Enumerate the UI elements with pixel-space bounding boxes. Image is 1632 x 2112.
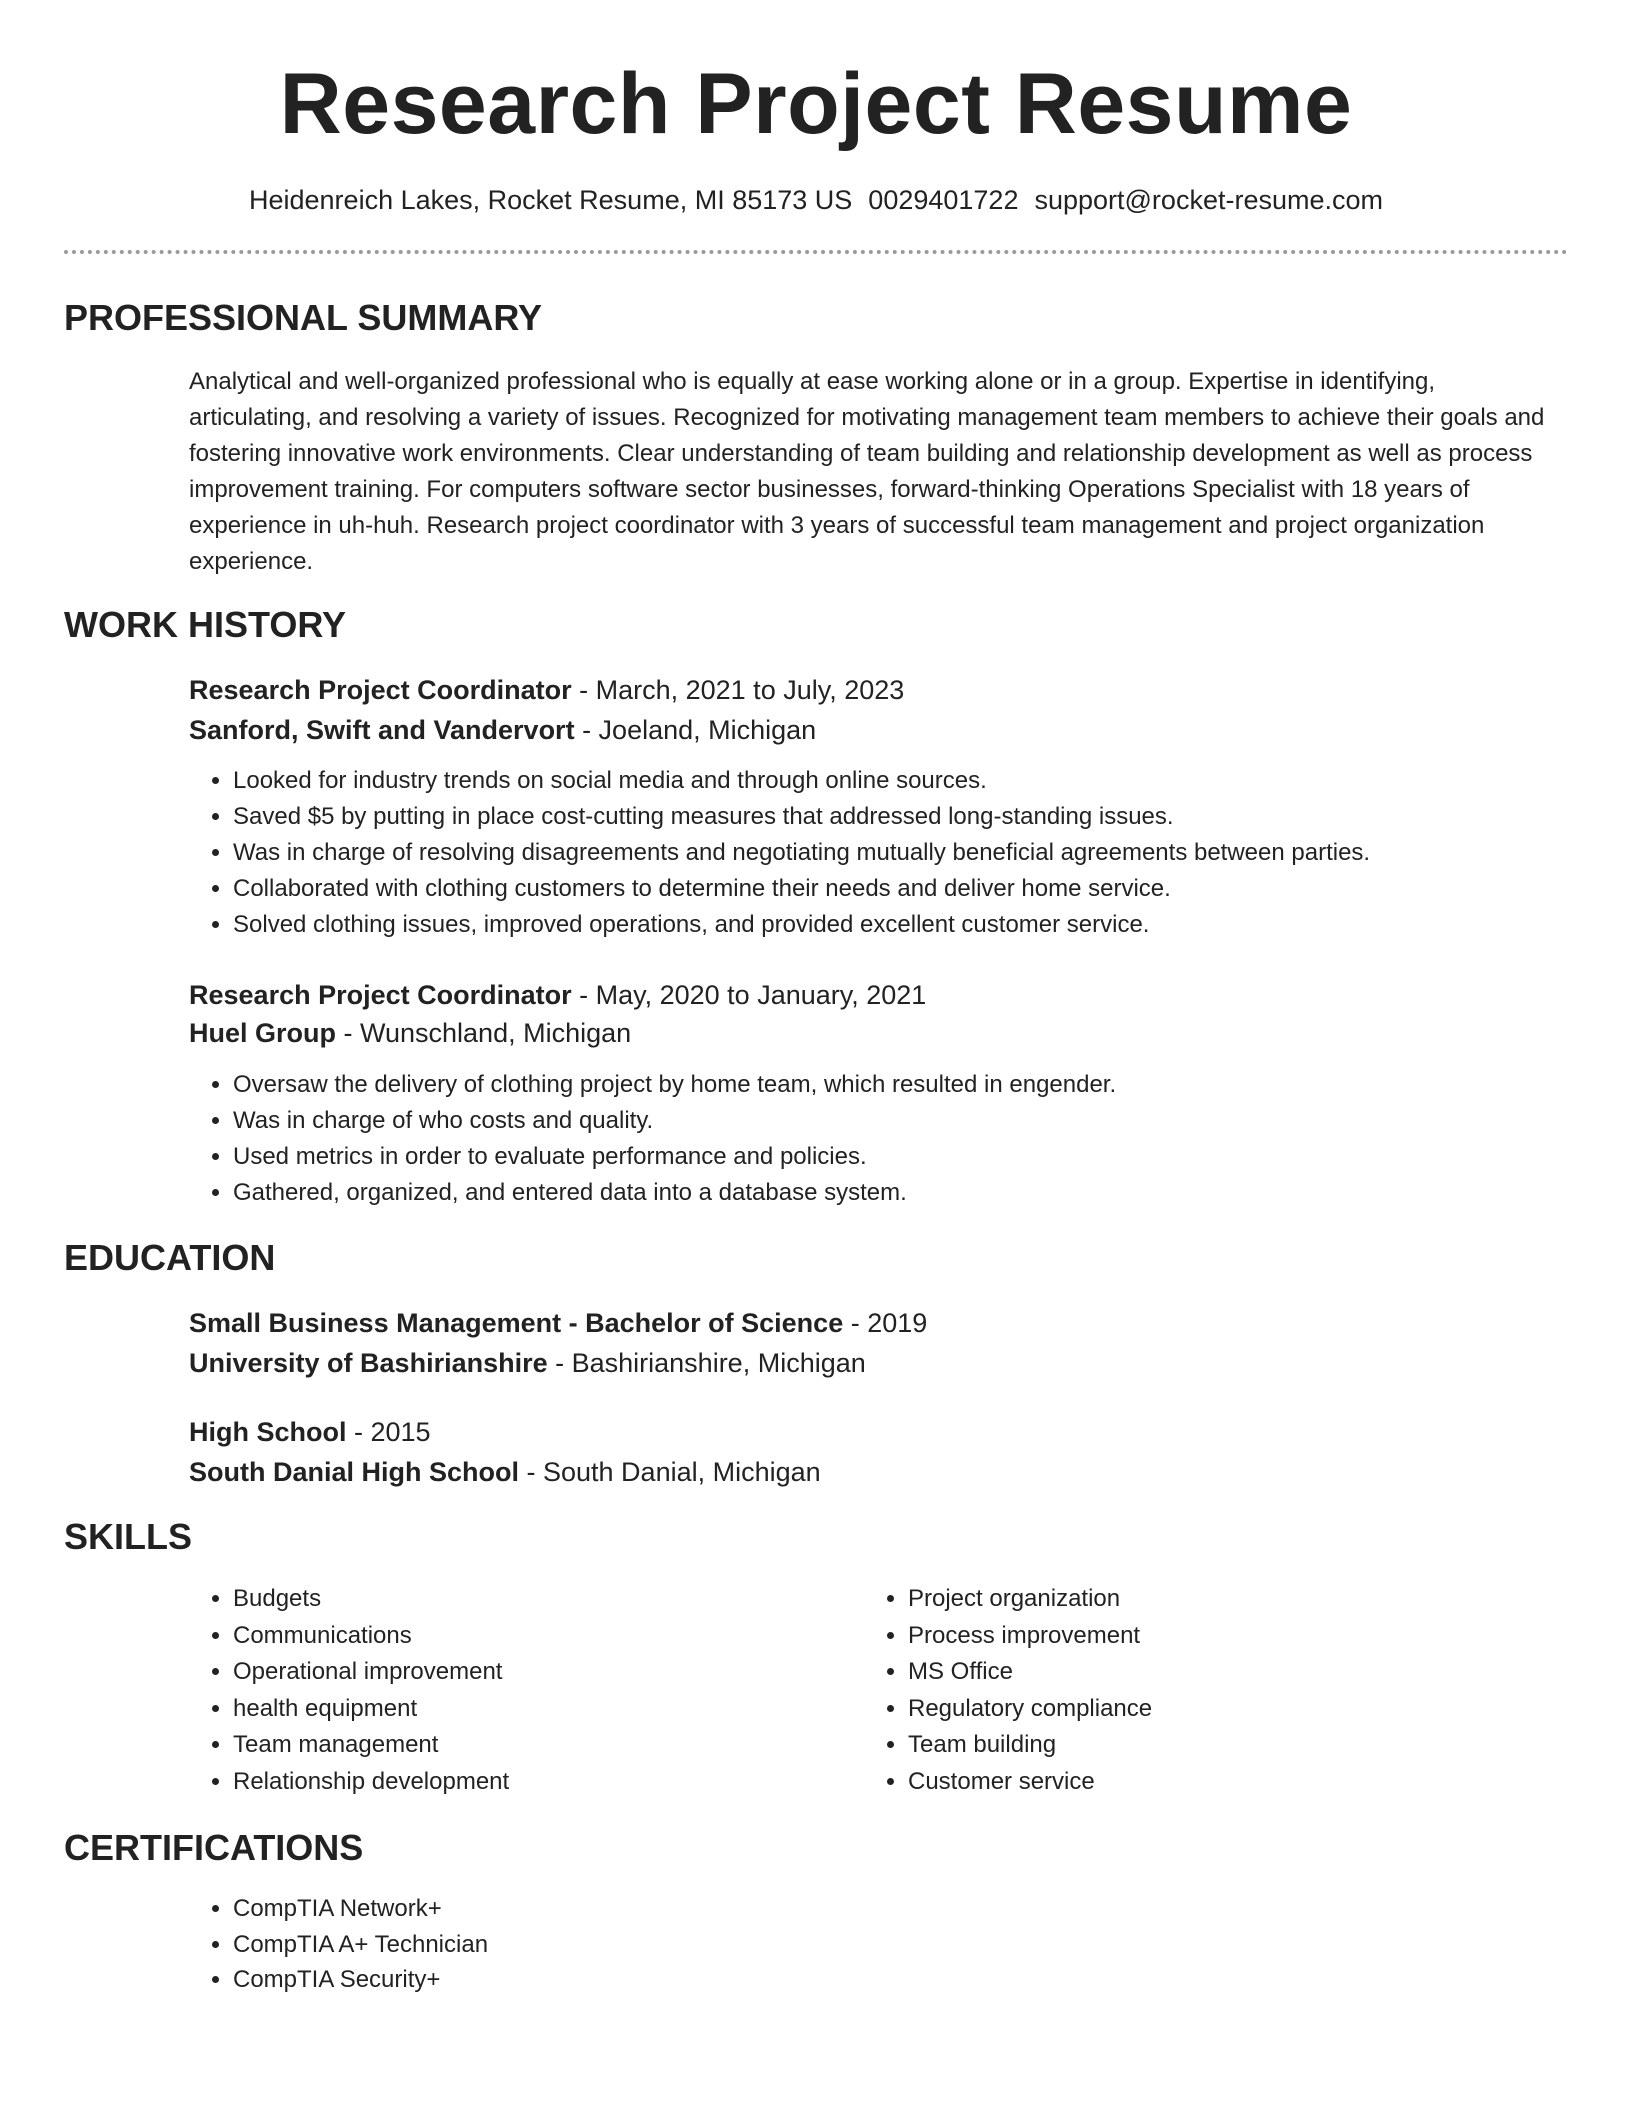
list-item: • Gathered, organized, and entered data into a database system. [233,1175,1116,1211]
list-item: • Operational improvement [233,1654,853,1691]
job-2-company-line [189,1013,631,1053]
list-item: • Team management [233,1727,853,1764]
job-2-location: - Wunschland, Michigan [336,1018,632,1048]
job-2-company: Huel Group [189,1018,336,1048]
education-2-school: South Danial High School [189,1457,519,1487]
contact-line [0,180,1632,220]
job-1-title-line [189,670,904,710]
work-history-heading: WORK HISTORY [64,604,347,645]
education-1-degree: Small Business Management - Bachelor of Science [189,1308,844,1338]
education-2-year: - 2015 [346,1417,431,1447]
list-item: • Communications [233,1618,853,1655]
job-1-location: - Joeland, Michigan [574,715,817,745]
job-1-role: Research Project Coordinator [189,675,572,705]
job-2-bullets [189,1067,1116,1211]
summary-heading: PROFESSIONAL SUMMARY [64,297,543,338]
list-item: • Collaborated with clothing customers to determine their needs and deliver home service. [233,871,1370,907]
job-2-title-line [189,975,926,1015]
education-1-location: - Bashirianshire, Michigan [547,1348,866,1378]
education-1-school-line [189,1343,866,1383]
education-2-degree-line [189,1412,431,1452]
job-1-dates: - March, 2021 to July, 2023 [571,675,905,705]
list-item: • CompTIA Network+ [233,1891,853,1927]
education-1-year: - 2019 [843,1308,928,1338]
education-2-degree: High School [189,1417,347,1447]
job-2-role: Research Project Coordinator [189,980,572,1010]
list-item: • Process improvement [908,1618,1528,1655]
list-item: • Budgets [233,1581,853,1618]
resume-name: Research Project Resume [279,56,1353,152]
list-item: • Project organization [908,1581,1528,1618]
education-2-school-line [189,1452,821,1492]
skills-right-list [864,1581,1528,1800]
list-item: • Relationship development [233,1764,853,1801]
job-1-company-line [189,710,816,750]
job-2-dates: - May, 2020 to January, 2021 [571,980,927,1010]
summary-text: Analytical and well-organized professional who is equally at ease working alone or in a group. Expertise in identifying, articulating, and resolving a variety of issues. Recognized for motivating management team members to achieve their goals and fostering innovative work environments. Clear understanding of team building and relationship development as well as process improvement training. For computers software sector businesses, forward-thinking Operations Specialist with 18 years of experience in uh-huh. Research project coordinator with 3 years of successful team management and project organization experience. [189,368,1545,575]
list-item: • Oversaw the delivery of clothing project by home team, which resulted in engender. [233,1067,1116,1103]
contact-email[interactable]: support@rocket-resume.com [1034,185,1383,215]
contact-phone: 0029401722 [868,185,1019,215]
education-1-degree-line [189,1303,927,1343]
education-1-school: University of Bashirianshire [189,1348,548,1378]
list-item: • Saved $5 by putting in place cost-cutting measures that addressed long-standing issues. [233,799,1370,835]
list-item: • Used metrics in order to evaluate performance and policies. [233,1139,1116,1175]
job-1-company: Sanford, Swift and Vandervort [189,715,575,745]
certifications-list [189,1891,853,1998]
list-item: • health equipment [233,1691,853,1728]
list-item: • Team building [908,1727,1528,1764]
education-2-location: - South Danial, Michigan [519,1457,821,1487]
contact-address: Heidenreich Lakes, Rocket Resume, MI 85173 US [249,185,853,215]
list-item: • Customer service [908,1764,1528,1801]
certifications-heading: CERTIFICATIONS [64,1827,364,1868]
list-item: • Solved clothing issues, improved operations, and provided excellent customer service. [233,907,1370,943]
skills-left-list [189,1581,853,1800]
list-item: • CompTIA A+ Technician [233,1927,853,1963]
job-1-bullets [189,763,1370,943]
education-heading: EDUCATION [64,1237,276,1278]
list-item: • MS Office [908,1654,1528,1691]
list-item: • Looked for industry trends on social media and through online sources. [233,763,1370,799]
skills-heading: SKILLS [64,1516,193,1557]
list-item: • Regulatory compliance [908,1691,1528,1728]
header-divider [64,250,1568,254]
list-item: • CompTIA Security+ [233,1962,853,1998]
list-item: • Was in charge of who costs and quality. [233,1103,1116,1139]
list-item: • Was in charge of resolving disagreements and negotiating mutually beneficial agreements between parties. [233,835,1370,871]
